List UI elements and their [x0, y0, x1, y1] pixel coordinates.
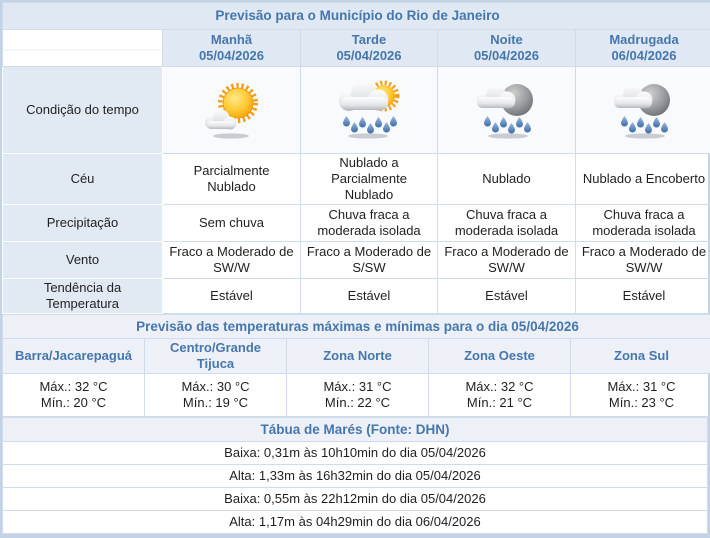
- rain-drops: [484, 116, 531, 134]
- zone-header-centro: Centro/Grande Tijuca: [145, 339, 287, 374]
- rain-dark-cloud-icon: [605, 79, 683, 141]
- rain-drops: [621, 116, 668, 134]
- page-title: Previsão para o Município do Rio de Janeiro: [3, 3, 710, 30]
- ceu-tarde: Nublado a Parcialmente Nublado: [301, 154, 438, 205]
- row-label-vento: Vento: [3, 242, 163, 279]
- tide-title: Tábua de Marés (Fonte: DHN): [3, 418, 708, 442]
- tendencia-manha: Estável: [163, 279, 301, 314]
- max-temp: Máx.: 32 °C: [8, 379, 139, 395]
- tendencia-noite: Estável: [438, 279, 576, 314]
- precipitacao-noite: Chuva fraca a moderada isolada: [438, 205, 576, 242]
- row-label-condicao: Condição do tempo: [3, 67, 163, 154]
- period-date: 06/04/2026: [581, 48, 707, 64]
- weather-cell-noite: [438, 67, 576, 154]
- period-label: Noite: [443, 32, 570, 48]
- max-temp: Máx.: 30 °C: [150, 379, 281, 395]
- min-temp: Mín.: 20 °C: [8, 395, 139, 411]
- period-date: 05/04/2026: [443, 48, 570, 64]
- weather-cell-tarde: [301, 67, 438, 154]
- ceu-manha: Parcialmente Nublado: [163, 154, 301, 205]
- min-temp: Mín.: 19 °C: [150, 395, 281, 411]
- zone-temps-norte: [287, 374, 429, 417]
- vento-madrugada: Fraco a Moderado de SW/W: [576, 242, 710, 279]
- zone-temps-barra: [3, 374, 145, 417]
- tide-entry: Baixa: 0,31m às 10h10min do dia 05/04/2026: [3, 442, 708, 465]
- period-label: Tarde: [306, 32, 432, 48]
- rain-drops: [343, 116, 397, 134]
- temperatures-table: [2, 314, 710, 417]
- min-temp: Mín.: 21 °C: [434, 395, 565, 411]
- rain-with-sun-icon: [330, 79, 408, 141]
- corner-cell: [3, 30, 163, 67]
- vento-tarde: Fraco a Moderado de S/SW: [301, 242, 438, 279]
- vento-manha: Fraco a Moderado de SW/W: [163, 242, 301, 279]
- zone-temps-centro: [145, 374, 287, 417]
- zone-header-sul: Zona Sul: [571, 339, 710, 374]
- max-temp: Máx.: 32 °C: [434, 379, 565, 395]
- column-header-manha: [163, 30, 301, 67]
- period-label: Manhã: [168, 32, 295, 48]
- precipitacao-madrugada: Chuva fraca a moderada isolada: [576, 205, 710, 242]
- row-label-tendencia: Tendência da Temperatura: [3, 279, 163, 314]
- ceu-madrugada: Nublado a Encoberto: [576, 154, 710, 205]
- zone-temps-sul: [571, 374, 710, 417]
- column-header-tarde: [301, 30, 438, 67]
- row-label-precipitacao: Precipitação: [3, 205, 163, 242]
- precipitacao-manha: Sem chuva: [163, 205, 301, 242]
- zone-temps-oeste: [429, 374, 571, 417]
- tide-table: [2, 417, 708, 534]
- forecast-table: [2, 2, 710, 314]
- precipitacao-tarde: Chuva fraca a moderada isolada: [301, 205, 438, 242]
- period-date: 05/04/2026: [168, 48, 295, 64]
- row-label-ceu: Céu: [3, 154, 163, 205]
- tendencia-tarde: Estável: [301, 279, 438, 314]
- partly-cloudy-day-icon: [193, 79, 271, 141]
- rain-dark-cloud-icon: [468, 79, 546, 141]
- column-header-madrugada: [576, 30, 710, 67]
- max-temp: Máx.: 31 °C: [576, 379, 707, 395]
- weather-cell-madrugada: [576, 67, 710, 154]
- zone-header-norte: Zona Norte: [287, 339, 429, 374]
- tendencia-madrugada: Estável: [576, 279, 710, 314]
- zone-header-barra: Barra/Jacarepaguá: [3, 339, 145, 374]
- period-date: 05/04/2026: [306, 48, 432, 64]
- vento-noite: Fraco a Moderado de SW/W: [438, 242, 576, 279]
- tide-entry: Alta: 1,17m às 04h29min do dia 06/04/2026: [3, 511, 708, 534]
- ceu-noite: Nublado: [438, 154, 576, 205]
- tide-entry: Alta: 1,33m às 16h32min do dia 05/04/2026: [3, 465, 708, 488]
- weather-cell-manha: [163, 67, 301, 154]
- temperatures-title: Previsão das temperaturas máximas e mínimas para o dia 05/04/2026: [3, 315, 710, 339]
- max-temp: Máx.: 31 °C: [292, 379, 423, 395]
- min-temp: Mín.: 23 °C: [576, 395, 707, 411]
- zone-header-oeste: Zona Oeste: [429, 339, 571, 374]
- min-temp: Mín.: 22 °C: [292, 395, 423, 411]
- period-label: Madrugada: [581, 32, 707, 48]
- tide-entry: Baixa: 0,55m às 22h12min do dia 05/04/2026: [3, 488, 708, 511]
- column-header-noite: [438, 30, 576, 67]
